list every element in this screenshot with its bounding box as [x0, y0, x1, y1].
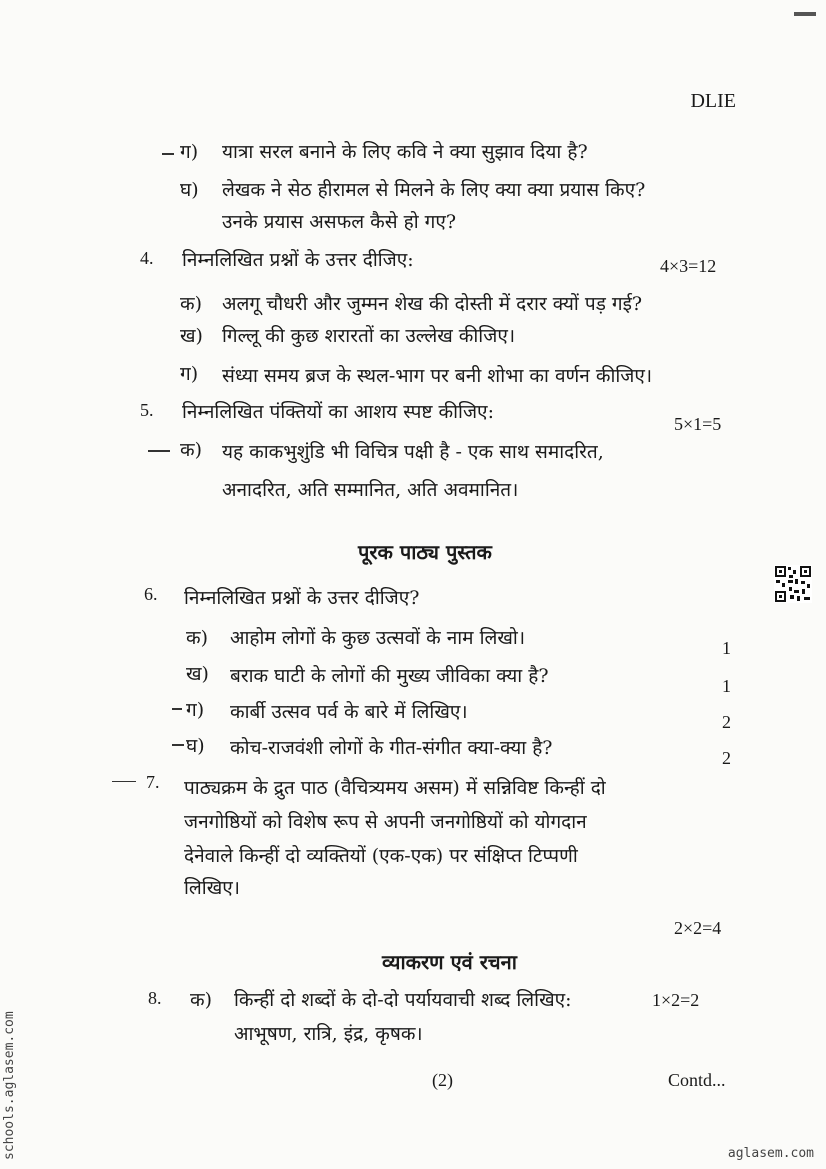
- q7-marks: 2×2=4: [674, 918, 722, 938]
- bottom-watermark: aglasem.com: [727, 1146, 814, 1161]
- q8-ka-text: किन्हीं दो शब्दों के दो-दो पर्यायवाची शब्द लिखिए:: [234, 989, 572, 1011]
- q6-kha-text: बराक घाटी के लोगों की मुख्य जीविका क्या है?: [230, 665, 549, 687]
- q7-line-3: देनेवाले किन्हीं दो व्यक्तियों (एक-एक) पर संक्षिप्त टिप्पणी: [184, 845, 578, 867]
- pencil-mark: [148, 450, 170, 452]
- q6-ga-label: ग): [186, 699, 205, 721]
- q6-ka-marks: 1: [722, 638, 731, 658]
- q4-ka-label: क): [180, 293, 203, 315]
- q7-number: 7.: [146, 772, 160, 792]
- q6-gha-label: घ): [186, 735, 205, 757]
- q6-gha-marks: 2: [722, 748, 731, 768]
- q6-kha-marks: 1: [722, 676, 731, 696]
- q4-kha-label: ख): [180, 325, 203, 347]
- q6-ga-text: कार्बी उत्सव पर्व के बारे में लिखिए।: [230, 701, 468, 723]
- scan-mark: [794, 12, 816, 16]
- pencil-mark: [112, 781, 136, 782]
- q5-ka-label: क): [180, 439, 203, 461]
- q8-ka-marks: 1×2=2: [652, 990, 700, 1010]
- q4-ka-text: अलगू चौधरी और जुम्मन शेख की दोस्ती में दरार क्यों पड़ गई?: [222, 293, 643, 315]
- q5-marks: 5×1=5: [674, 414, 722, 434]
- pencil-mark: [172, 708, 182, 710]
- paper-code: DLIE: [690, 90, 736, 112]
- pencil-mark: [162, 153, 174, 155]
- q6-ga-marks: 2: [722, 712, 731, 732]
- q3-gha-text: लेखक ने सेठ हीरामल से मिलने के लिए क्या क्या प्रयास किए?: [222, 179, 646, 201]
- q5-ka-text2: अनादरित, अति सम्मानित, अति अवमानित।: [222, 479, 519, 501]
- q8-ka-text2: आभूषण, रात्रि, इंद्र, कृषक।: [234, 1023, 423, 1045]
- q6-gha-text: कोच-राजवंशी लोगों के गीत-संगीत क्या-क्या है?: [230, 737, 553, 759]
- q4-marks: 4×3=12: [660, 256, 717, 276]
- qr-code-icon: [774, 565, 812, 603]
- q5-ka-text: यह काकभुशुंडि भी विचित्र पक्षी है - एक साथ समादरित,: [222, 441, 604, 463]
- q5-number: 5.: [140, 400, 154, 420]
- section-heading-supplementary: पूरक पाठ्य पुस्तक: [358, 540, 492, 564]
- q6-number: 6.: [144, 584, 158, 604]
- q7-line-1: पाठ्यक्रम के द्रुत पाठ (वैचित्र्यमय असम) में सन्निविष्ट किन्हीं दो: [184, 777, 606, 799]
- q4-text: निम्नलिखित प्रश्नों के उत्तर दीजिए:: [182, 249, 414, 271]
- continued-label: Contd...: [668, 1070, 726, 1090]
- q7-line-4: लिखिए।: [184, 877, 240, 899]
- q3-gha-label: घ): [180, 179, 199, 201]
- q4-kha-text: गिल्लू की कुछ शरारतों का उल्लेख कीजिए।: [222, 325, 516, 347]
- q7-line-2: जनगोष्ठियों को विशेष रूप से अपनी जनगोष्ठियों को योगदान: [184, 811, 587, 833]
- section-heading-grammar: व्याकरण एवं रचना: [382, 950, 517, 974]
- q3-ga-label: ग): [180, 141, 199, 163]
- side-watermark: schools.aglasem.com: [2, 1011, 17, 1160]
- pencil-mark: [172, 744, 184, 746]
- page-number: (2): [432, 1070, 453, 1090]
- q3-ga-text: यात्रा सरल बनाने के लिए कवि ने क्या सुझाव दिया है?: [222, 141, 588, 163]
- q6-ka-text: आहोम लोगों के कुछ उत्सवों के नाम लिखो।: [230, 627, 526, 649]
- q3-gha-text2: उनके प्रयास असफल कैसे हो गए?: [222, 211, 457, 233]
- q6-text: निम्नलिखित प्रश्नों के उत्तर दीजिए?: [184, 587, 420, 609]
- q6-ka-label: क): [186, 627, 209, 649]
- q5-text: निम्नलिखित पंक्तियों का आशय स्पष्ट कीजिए:: [182, 401, 494, 423]
- q4-number: 4.: [140, 248, 154, 268]
- q8-number: 8.: [148, 988, 162, 1008]
- q4-ga-label: ग): [180, 363, 199, 385]
- q8-ka-label: क): [190, 989, 213, 1011]
- q6-kha-label: ख): [186, 663, 209, 685]
- q4-ga-text: संध्या समय ब्रज के स्थल-भाग पर बनी शोभा का वर्णन कीजिए।: [222, 365, 653, 387]
